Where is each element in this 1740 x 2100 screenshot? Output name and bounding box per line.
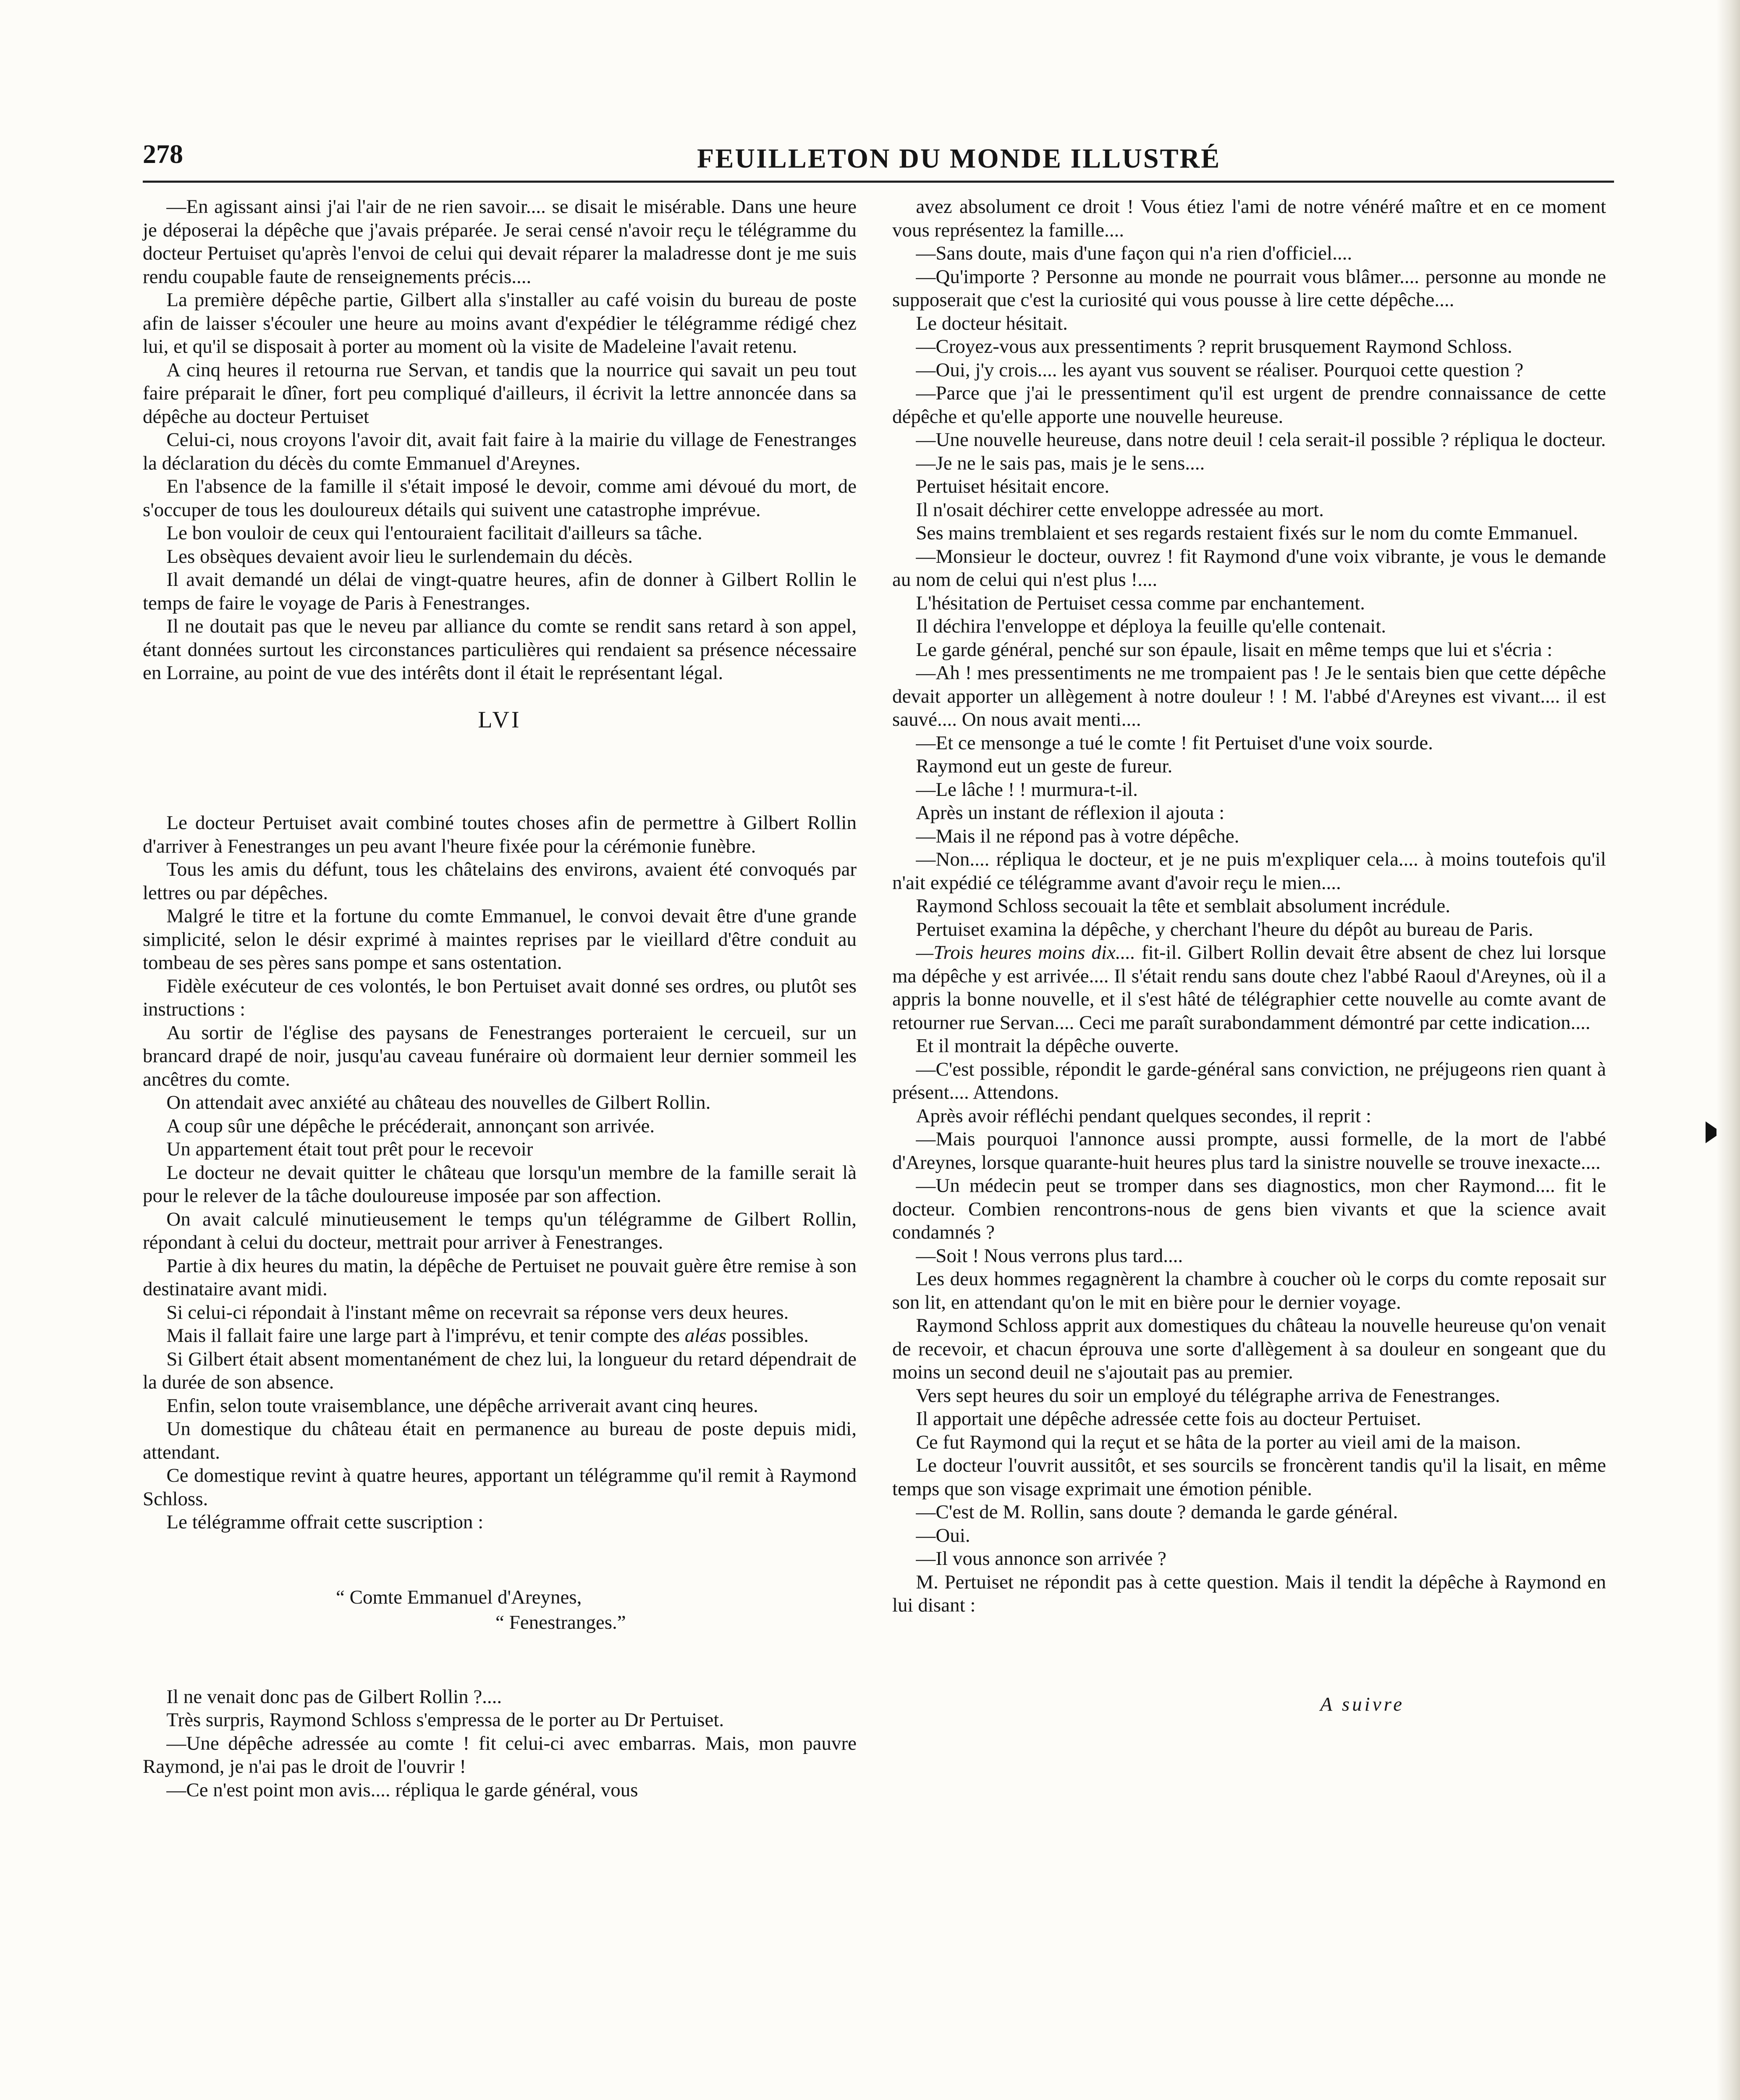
- a-suivre: A suivre: [1320, 1693, 1405, 1715]
- paragraph: Il déchira l'enveloppe et déploya la feuille qu'elle contenait.: [916, 615, 1386, 637]
- paragraph: —Je ne le sais pas, mais je le sens....: [916, 452, 1205, 474]
- paragraph: Ce fut Raymond qui la reçut et se hâta de la porter au vieil ami de la maison.: [916, 1431, 1521, 1453]
- italic-trois-heures: —Trois heures moins dix....: [916, 942, 1135, 963]
- paragraph: —Soit ! Nous verrons plus tard....: [916, 1244, 1183, 1267]
- paragraph: Et il montrait la dépêche ouverte.: [916, 1035, 1179, 1057]
- paragraph: Si Gilbert était absent momentanément de chez lui, la longueur du retard dépendrait de la durée de son absence.: [143, 1348, 857, 1393]
- paragraph: Un domestique du château était en permanence au bureau de poste depuis midi, attendant.: [143, 1418, 857, 1463]
- paragraph: Les obsèques devaient avoir lieu le surlendemain du décès.: [166, 545, 633, 567]
- paragraph: Pertuiset examina la dépêche, y cherchant l'heure du dépôt au bureau de Paris.: [916, 918, 1533, 940]
- paragraph: —Un médecin peut se tromper dans ses diagnostics, mon cher Raymond.... fit le docteur. Combien rencontrons-nous de gens bien vivants et que la science avait condamnés ?: [892, 1175, 1606, 1243]
- paragraph: En l'absence de la famille il s'était imposé le devoir, comme ami dévoué du mort, de s'occuper de tous les douloureux détails qui suivent une catastrophe imprévue.: [143, 475, 857, 521]
- telegram-address: [143, 1585, 857, 1635]
- address-line-2: “ Fenestranges.”: [495, 1611, 626, 1633]
- paragraph: Le docteur Pertuiset avait combiné toutes choses afin de permettre à Gilbert Rollin d'arriver à Fenestranges un peu avant l'heure fixée pour la cérémonie funèbre.: [143, 812, 857, 857]
- paragraph: Ses mains tremblaient et ses regards restaient fixés sur le nom du comte Emmanuel.: [916, 522, 1578, 544]
- paragraph: —Oui.: [916, 1524, 970, 1546]
- paragraph: —Monsieur le docteur, ouvrez ! fit Raymond d'une voix vibrante, je vous le demande au nom de celui qui n'est plus !....: [892, 545, 1606, 591]
- paragraph: —Oui, j'y crois.... les ayant vus souvent se réaliser. Pourquoi cette question ?: [916, 359, 1524, 381]
- paragraph: —Ah ! mes pressentiments ne me trompaient pas ! Je le sentais bien que cette dépêche devait apporter un allègement à notre douleur ! ! M. l'abbé d'Areynes est vivant.... il est sauvé.... On nous avait menti....: [892, 662, 1606, 730]
- left-paragraphs-a: [143, 195, 857, 685]
- right-paragraphs-b: [892, 1034, 1606, 1617]
- paragraph: Vers sept heures du soir un employé du télégraphe arriva de Fenestranges.: [916, 1384, 1500, 1407]
- left-paragraphs-d: [143, 1685, 857, 1802]
- paragraph-trois-heures: —Trois heures moins dix.... fit-il. Gilbert Rollin devait être absent de chez lui lorsque ma dépêche y est arrivée.... Il s'était rendu sans doute chez l'abbé Raoul d'Areynes, où il a appris la bonne nouvelle, et il s'est hâté de télégraphier cette nouvelle au comte avant de retourner rue Servan.... Ceci me paraît surabondamment démontré par cette indication....: [892, 942, 1606, 1034]
- paragraph: Celui-ci, nous croyons l'avoir dit, avait fait faire à la mairie du village de Fenestranges la déclaration du décès du comte Emmanuel d'Areynes.: [143, 429, 857, 474]
- paragraph: A coup sûr une dépêche le précéderait, annonçant son arrivée.: [166, 1115, 655, 1137]
- left-paragraphs-c: [143, 1348, 857, 1534]
- paragraph: Après avoir réfléchi pendant quelques secondes, il reprit :: [916, 1105, 1371, 1127]
- paragraph: A cinq heures il retourna rue Servan, et tandis que la nourrice qui savait un peu tout faire préparait le dîner, fort peu compliqué d'ailleurs, il écrivit la lettre annoncée dans sa dépêche au docteur Pertuiset: [143, 359, 857, 428]
- paragraph: —Qu'importe ? Personne au monde ne pourrait vous blâmer.... personne au monde ne supposerait que c'est la curiosité qui vous pousse à lire cette dépêche....: [892, 265, 1606, 311]
- paragraph: Un appartement était tout prêt pour le recevoir: [166, 1138, 533, 1160]
- left-paragraphs-b: [143, 811, 857, 1324]
- paragraph: Il n'osait déchirer cette enveloppe adressée au mort.: [916, 499, 1324, 521]
- paragraph: M. Pertuiset ne répondit pas à cette question. Mais il tendit la dépêche à Raymond en lui disant :: [892, 1571, 1606, 1616]
- header-rule: [143, 181, 1614, 183]
- paragraph: Malgré le titre et la fortune du comte Emmanuel, le convoi devait être d'une grande simplicité, selon le désir exprimé à maintes reprises par le vieillard d'être conduit au tombeau de ses pères sans pompe et sans ostentation.: [143, 905, 857, 974]
- paragraph: On avait calculé minutieusement le temps qu'un télégramme de Gilbert Rollin, répondant à celui du docteur, mettrait pour arriver à Fenestranges.: [143, 1208, 857, 1253]
- paragraph: Il apportait une dépêche adressée cette fois au docteur Pertuiset.: [916, 1408, 1421, 1430]
- paragraph-aleas: Mais il fallait faire une large part à l'imprévu, et tenir compte des aléas possibles.: [166, 1325, 809, 1347]
- paragraph: —Il vous annonce son arrivée ?: [916, 1548, 1166, 1570]
- paragraph: —C'est de M. Rollin, sans doute ? demanda le garde général.: [916, 1501, 1398, 1523]
- paragraph: Le docteur hésitait.: [916, 312, 1068, 334]
- paragraph: Le docteur l'ouvrit aussitôt, et ses sourcils se froncèrent tandis qu'il la lisait, en même temps que son visage exprimait une émotion pénible.: [892, 1454, 1606, 1500]
- paragraph: Fidèle exécuteur de ces volontés, le bon Pertuiset avait donné ses ordres, ou plutôt ses instructions :: [143, 975, 857, 1020]
- italic-aleas: aléas: [684, 1325, 726, 1347]
- chapter-heading: LVI: [478, 706, 521, 733]
- paragraph: Après un instant de réflexion il ajouta :: [916, 802, 1225, 824]
- paragraph: —Non.... répliqua le docteur, et je ne puis m'expliquer cela.... à moins toutefois qu'il n'ait expédié ce télégramme avant d'avoir reçu le mien....: [892, 848, 1606, 894]
- paragraph: —Le lâche ! ! murmura-t-il.: [916, 778, 1138, 801]
- paragraph: —Et ce mensonge a tué le comte ! fit Pertuiset d'une voix sourde.: [916, 732, 1433, 754]
- paragraph: Très surpris, Raymond Schloss s'empressa de le porter au Dr Pertuiset.: [166, 1709, 724, 1731]
- page-edge: [1716, 0, 1740, 2100]
- paragraph: Il ne doutait pas que le neveu par alliance du comte se rendit sans retard à son appel, étant données surtout les circonstances particulières qui rendaient sa présence nécessaire en Lorraine, au point de vue des intérêts dont il était le représentant légal.: [143, 615, 857, 684]
- paragraph: Les deux hommes regagnèrent la chambre à coucher où le corps du comte reposait sur son lit, en attendant qu'on le mit en bière pour le dernier voyage.: [892, 1268, 1606, 1313]
- paragraph: Le télégramme offrait cette suscription :: [166, 1511, 484, 1533]
- paragraph: avez absolument ce droit ! Vous étiez l'ami de notre vénéré maître et en ce moment vous représentez la famille....: [892, 196, 1606, 241]
- page-number: 278: [143, 139, 183, 169]
- paragraph: —Ce n'est point mon avis.... répliqua le garde général, vous: [166, 1779, 638, 1801]
- paragraph: Raymond eut un geste de fureur.: [916, 755, 1173, 777]
- paragraph: Le garde général, penché sur son épaule, lisait en même temps que lui et s'écria :: [916, 638, 1553, 661]
- paragraph: Il avait demandé un délai de vingt-quatre heures, afin de donner à Gilbert Rollin le temps de faire le voyage de Paris à Fenestranges.: [143, 569, 857, 614]
- paragraph: —Mais il ne répond pas à votre dépêche.: [916, 825, 1239, 847]
- paragraph: On attendait avec anxiété au château des nouvelles de Gilbert Rollin.: [166, 1092, 711, 1113]
- paragraph: Il ne venait donc pas de Gilbert Rollin ?....: [166, 1685, 502, 1708]
- address-line-1: “ Comte Emmanuel d'Areynes,: [336, 1586, 582, 1608]
- paragraph: —En agissant ainsi j'ai l'air de ne rien savoir.... se disait le misérable. Dans une heure je déposerai la dépêche que j'avais préparée. Je serai censé n'avoir reçu le télégramme du docteur Pertuiset qu'après l'envoi de celui qui devait réparer la maladresse dont je me suis rendu coupable faute de renseignements précis....: [143, 196, 857, 288]
- right-column: [892, 195, 1606, 1716]
- paragraph: Enfin, selon toute vraisemblance, une dépêche arriverait avant cinq heures.: [166, 1394, 758, 1417]
- paragraph: Pertuiset hésitait encore.: [916, 475, 1110, 497]
- right-paragraphs-a: [892, 195, 1606, 941]
- paragraph: Au sortir de l'église des paysans de Fenestranges porteraient le cercueil, sur un brancard drapé de noir, jusqu'au caveau funéraire où dormaient leur dernier sommeil les ancêtres du comte.: [143, 1021, 857, 1090]
- paragraph: —Parce que j'ai le pressentiment qu'il est urgent de prendre connaissance de cette dépêche et qu'elle apporte une nouvelle heureuse.: [892, 382, 1606, 428]
- paragraph: —Mais pourquoi l'annonce aussi prompte, aussi formelle, de la mort de l'abbé d'Areynes, lorsque quarante-huit heures plus tard la sinistre nouvelle se trouve inexacte....: [892, 1128, 1606, 1173]
- paragraph: Raymond Schloss apprit aux domestiques du château la nouvelle heureuse qu'on venait de recevoir, et chacun éprouva une sorte d'allègement à sa douleur en songeant que du moins un second deuil ne s'ajoutait pas au premier.: [892, 1315, 1606, 1383]
- paragraph: Le bon vouloir de ceux qui l'entouraient facilitait d'ailleurs sa tâche.: [166, 522, 702, 544]
- paragraph: La première dépêche partie, Gilbert alla s'installer au café voisin du bureau de poste afin de laisser s'écouler une heure au moins avant d'expédier le télégramme rédigé chez lui, et qu'il se disposait à porter au moment où la visite de Madeleine l'avait retenu.: [143, 289, 857, 357]
- paragraph: —C'est possible, répondit le garde-général sans conviction, ne préjugeons rien quant à présent.... Attendons.: [892, 1058, 1606, 1103]
- paragraph: —Une nouvelle heureuse, dans notre deuil ! cela serait-il possible ? répliqua le docteur.: [916, 429, 1606, 451]
- paragraph: —Une dépêche adressée au comte ! fit celui-ci avec embarras. Mais, mon pauvre Raymond, je n'ai pas le droit de l'ouvrir !: [143, 1732, 857, 1777]
- paragraph: Tous les amis du défunt, tous les châtelains des environs, avaient été convoqués par lettres ou par dépêches.: [143, 858, 857, 904]
- paragraph: Raymond Schloss secouait la tête et semblait absolument incrédule.: [916, 895, 1450, 917]
- paragraph: L'hésitation de Pertuiset cessa comme par enchantement.: [916, 592, 1365, 614]
- paragraph: —Sans doute, mais d'une façon qui n'a rien d'officiel....: [916, 242, 1352, 264]
- paragraph: —Croyez-vous aux pressentiments ? reprit brusquement Raymond Schloss.: [916, 336, 1512, 357]
- paragraph: Le docteur ne devait quitter le château que lorsqu'un membre de la famille serait là pour le relever de la tâche douloureuse imposée par son affection.: [143, 1161, 857, 1207]
- paragraph: Si celui-ci répondait à l'instant même on recevrait sa réponse vers deux heures.: [166, 1301, 789, 1323]
- page-header-title: FEUILLETON DU MONDE ILLUSTRÉ: [697, 143, 1221, 174]
- paragraph: Partie à dix heures du matin, la dépêche de Pertuiset ne pouvait guère être remise à son destinataire avant midi.: [143, 1255, 857, 1300]
- paragraph: Ce domestique revint à quatre heures, apportant un télégramme qu'il remit à Raymond Schloss.: [143, 1465, 857, 1510]
- left-column: [143, 195, 857, 1802]
